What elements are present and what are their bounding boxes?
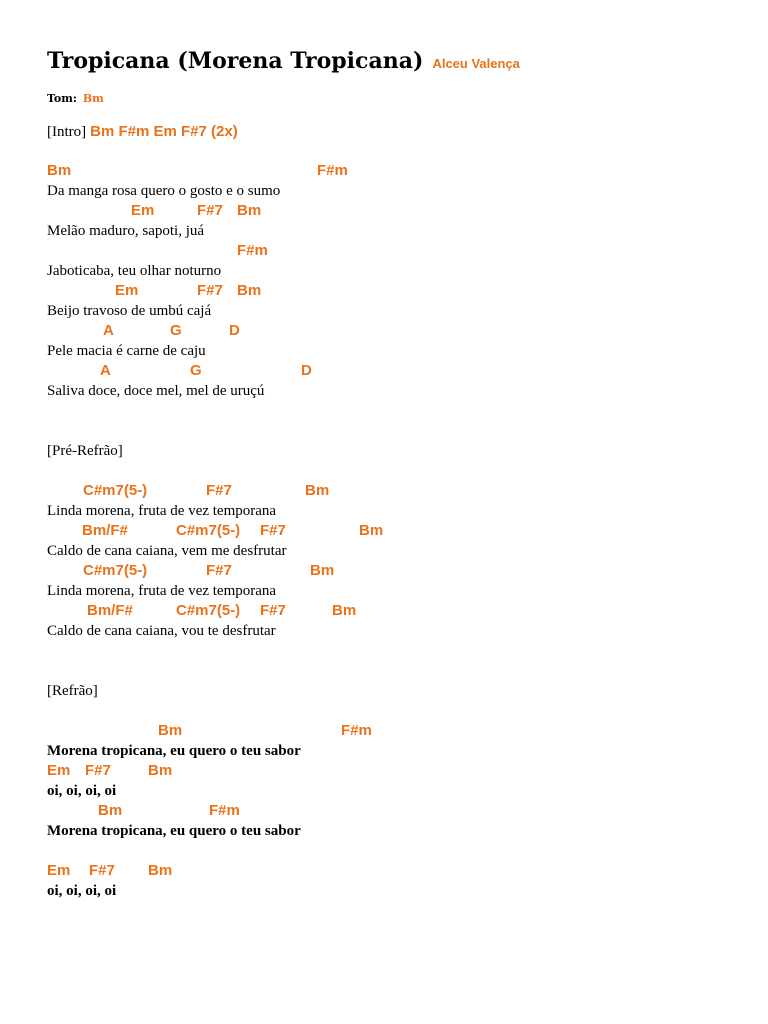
- lyric-line: Morena tropicana, eu quero o teu sabor: [47, 823, 301, 839]
- lyric-line: Jaboticaba, teu olhar noturno: [47, 263, 222, 279]
- chord[interactable]: G: [190, 362, 202, 379]
- chord[interactable]: Bm/F#: [87, 602, 133, 619]
- chord[interactable]: F#7: [206, 482, 232, 499]
- chord[interactable]: Em: [131, 202, 155, 219]
- tom-value[interactable]: Bm: [82, 92, 104, 105]
- chord[interactable]: Bm: [158, 722, 183, 739]
- chord[interactable]: Bm: [237, 282, 262, 299]
- chord[interactable]: Em: [47, 762, 71, 779]
- chord[interactable]: Em: [115, 282, 139, 299]
- chord[interactable]: F#7: [206, 562, 232, 579]
- lyric-line: Melão maduro, sapoti, juá: [47, 223, 205, 239]
- chord[interactable]: F#m: [341, 722, 372, 739]
- section-label-refrao: [Refrão]: [47, 683, 98, 699]
- section-label-pre-refrao: [Pré-Refrão]: [47, 443, 123, 459]
- chord[interactable]: F#m: [317, 162, 348, 179]
- chord[interactable]: F#7: [260, 602, 286, 619]
- chord[interactable]: F#m: [237, 242, 268, 259]
- intro-line: [47, 122, 238, 141]
- chord[interactable]: Bm: [310, 562, 335, 579]
- chord[interactable]: F#7: [85, 762, 111, 779]
- chord[interactable]: F#7: [260, 522, 286, 539]
- chord[interactable]: Em: [47, 862, 71, 879]
- lyric-line: Linda morena, fruta de vez temporana: [47, 583, 277, 599]
- chord[interactable]: C#m7(5-): [176, 602, 241, 619]
- song-key: [47, 92, 104, 105]
- chord[interactable]: Bm: [47, 162, 72, 179]
- chord[interactable]: A: [100, 362, 111, 379]
- chord[interactable]: D: [301, 362, 312, 379]
- lyric-line: oi, oi, oi, oi: [47, 783, 117, 799]
- chord[interactable]: F#7: [197, 202, 223, 219]
- lyric-line: Caldo de cana caiana, vem me desfrutar: [47, 543, 287, 559]
- chord[interactable]: F#7: [197, 282, 223, 299]
- chord[interactable]: G: [170, 322, 182, 339]
- chord[interactable]: Bm: [305, 482, 330, 499]
- chord[interactable]: Bm: [359, 522, 384, 539]
- lyric-line: Linda morena, fruta de vez temporana: [47, 503, 277, 519]
- chord[interactable]: F#7: [89, 862, 115, 879]
- chord[interactable]: C#m7(5-): [83, 482, 148, 499]
- chord[interactable]: C#m7(5-): [83, 562, 148, 579]
- intro-chords[interactable]: Bm F#m Em F#7 (2x): [90, 123, 238, 140]
- tom-label: Tom:: [47, 92, 77, 105]
- chord[interactable]: F#m: [209, 802, 240, 819]
- lyric-line: Caldo de cana caiana, vou te desfrutar: [47, 623, 276, 639]
- chord[interactable]: Bm: [332, 602, 357, 619]
- lyric-line: Da manga rosa quero o gosto e o sumo: [47, 183, 281, 199]
- song-title: Tropicana (Morena Tropicana): [47, 48, 424, 74]
- chord[interactable]: Bm: [148, 862, 173, 879]
- lyric-line: Pele macia é carne de caju: [47, 343, 206, 359]
- song-header: [47, 48, 520, 74]
- chord[interactable]: Bm/F#: [82, 522, 128, 539]
- chord[interactable]: Bm: [237, 202, 262, 219]
- section-label-intro: [Intro]: [47, 124, 87, 140]
- lyric-line: Beijo travoso de umbú cajá: [47, 303, 212, 319]
- lyric-line: Morena tropicana, eu quero o teu sabor: [47, 743, 301, 759]
- chord[interactable]: A: [103, 322, 114, 339]
- lyric-line: Saliva doce, doce mel, mel de uruçú: [47, 383, 265, 399]
- chord[interactable]: C#m7(5-): [176, 522, 241, 539]
- chord[interactable]: Bm: [98, 802, 123, 819]
- chord[interactable]: D: [229, 322, 240, 339]
- artist-name[interactable]: Alceu Valença: [432, 56, 520, 71]
- lyric-line: oi, oi, oi, oi: [47, 883, 117, 899]
- chord[interactable]: Bm: [148, 762, 173, 779]
